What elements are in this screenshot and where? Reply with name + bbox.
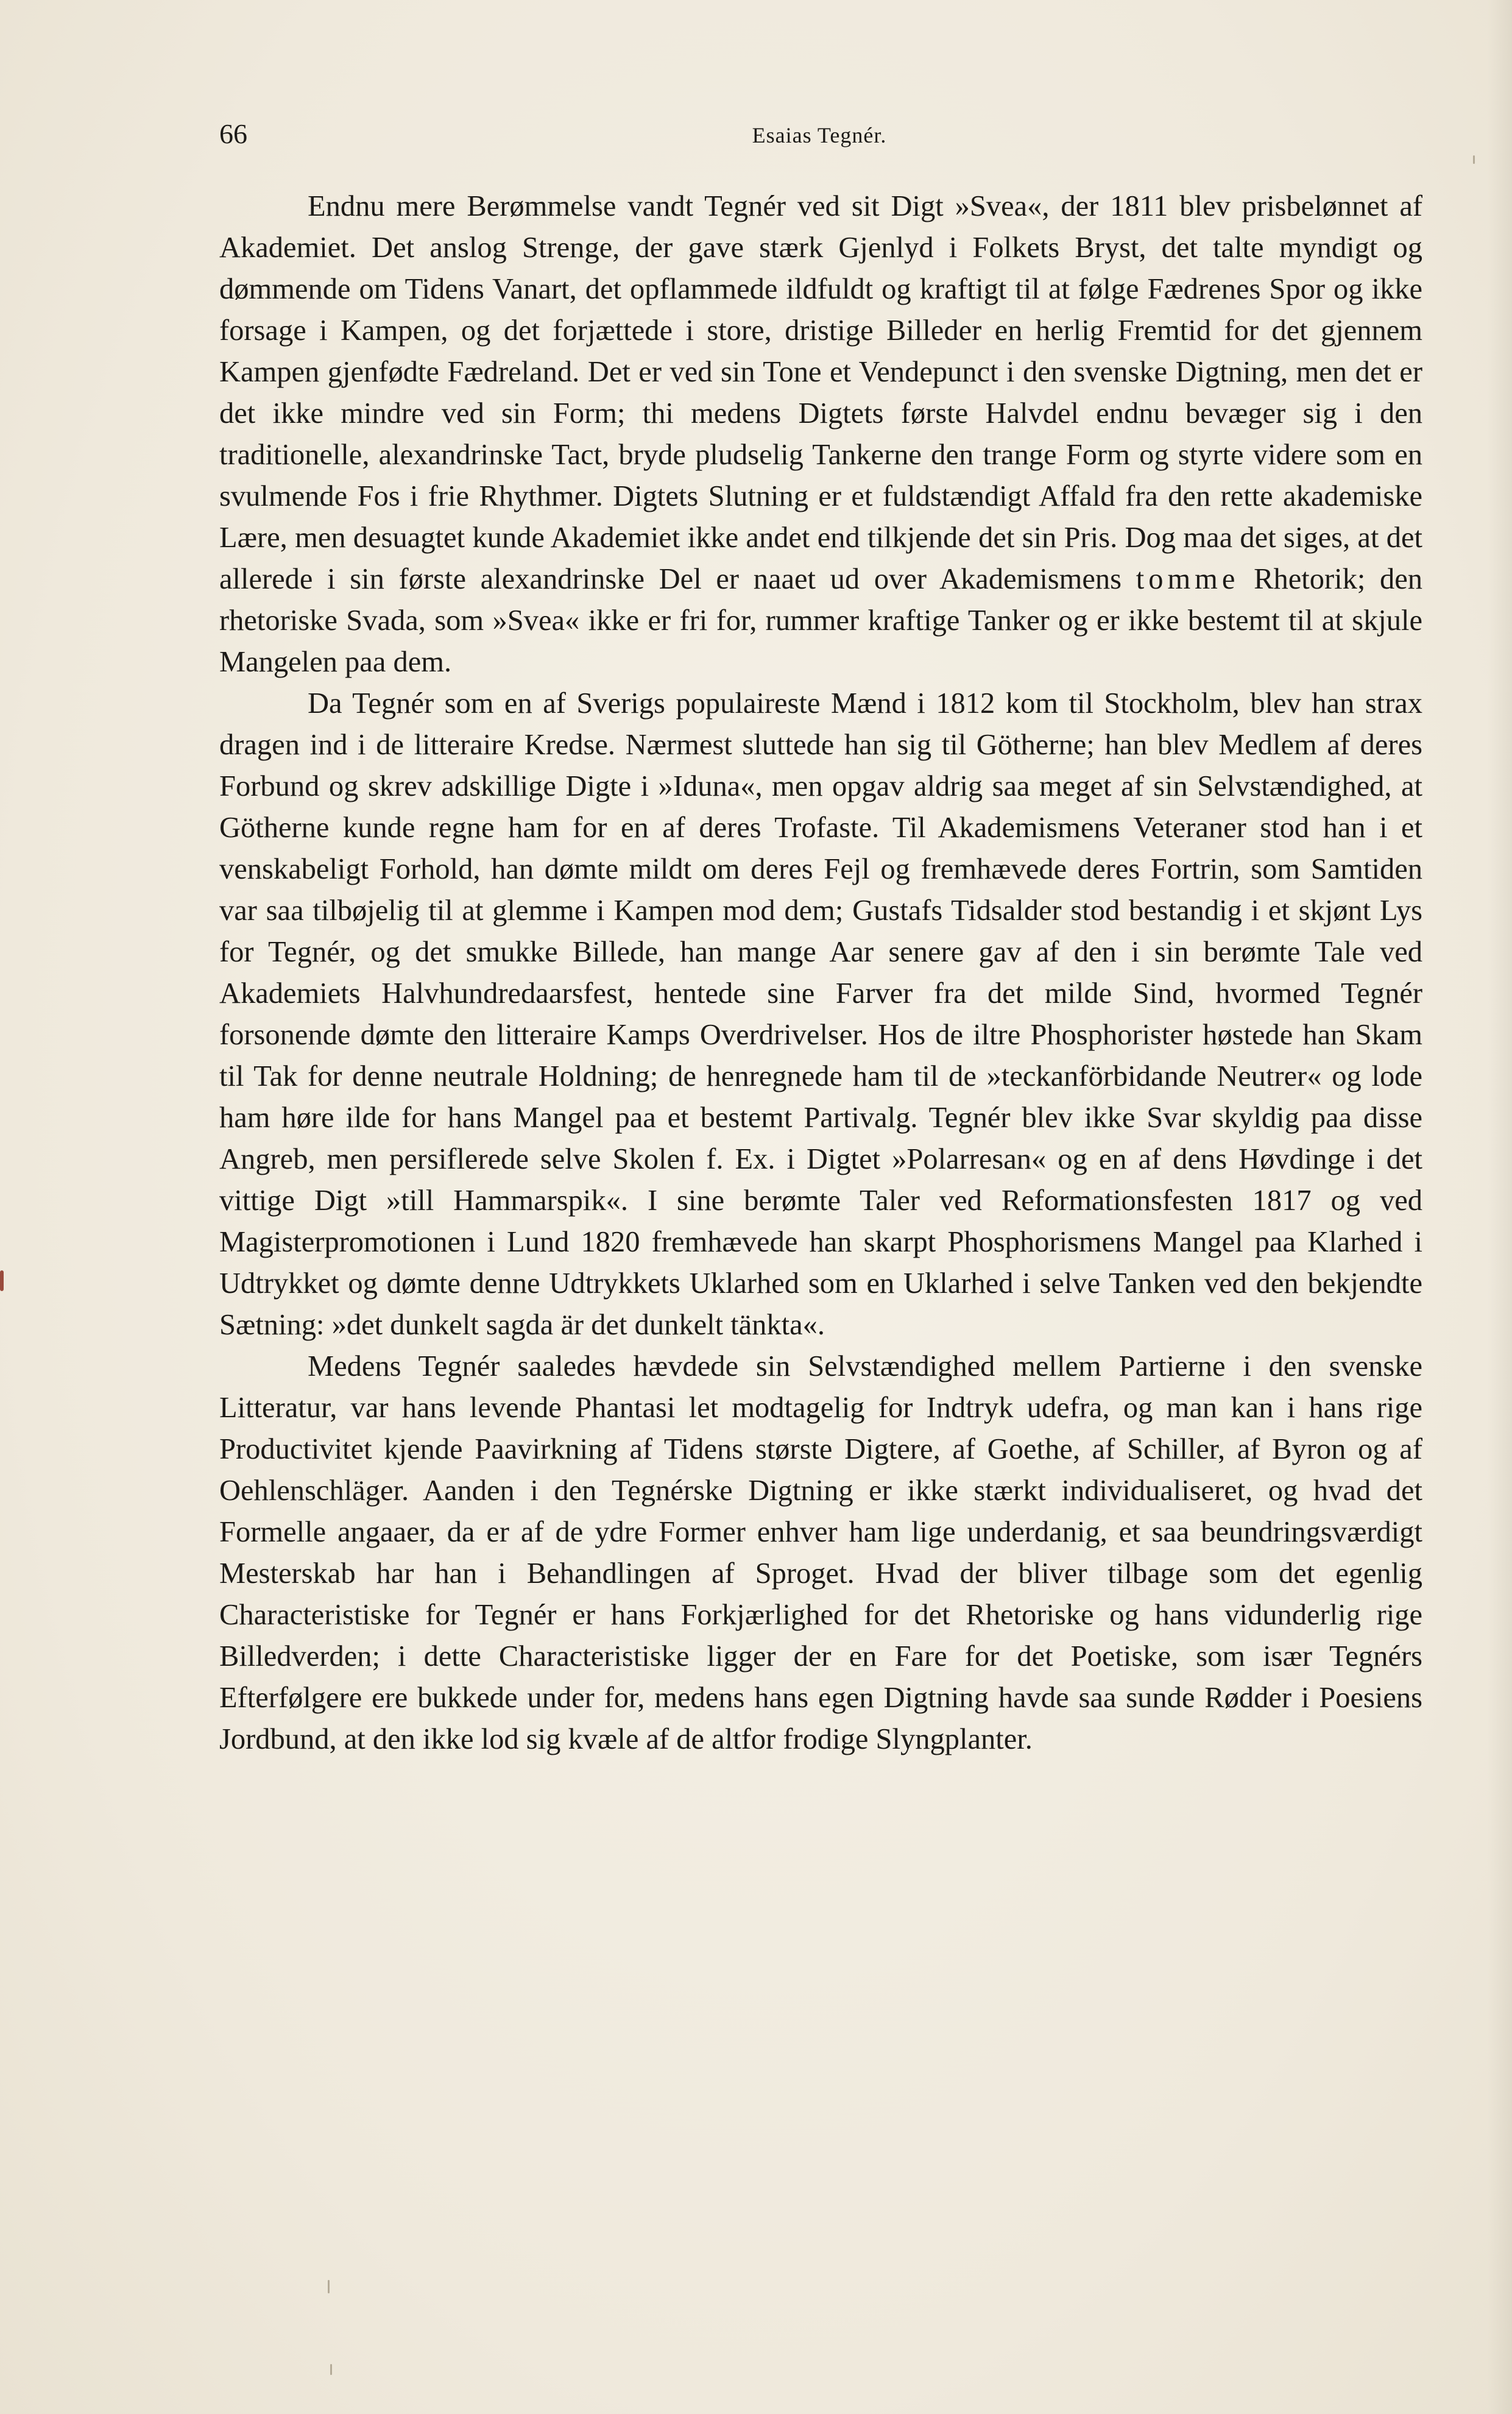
paper-speck <box>1473 155 1475 164</box>
page-header <box>219 116 1419 158</box>
paragraph-3: Medens Tegnér saaledes hævdede sin Selvstændighed mellem Partierne i den svenske Litteratur, var hans levende Phantasi let modtagelig for Indtryk udefra, og man kan i hans rige Productivitet kjende Paavirkning af Tidens største Digtere, af Goethe, af Schiller, af Byron og af Oehlenschläger. Aanden i den Tegnérske Digtning er ikke stærkt individualiseret, og hvad det Formelle angaaer, da er af de ydre Former enhver ham lige underdanig, et saa beundringsværdigt Mesterskab har han i Behandlingen af Sproget. Hvad der bliver tilbage som det egenlig Characteristiske for Tegnér er hans Forkjærlighed for det Rhetoriske og hans vidunderlig rige Billedverden; i dette Characteristiske ligger der en Fare for det Poetiske, som især Tegnérs Efterfølgere ere bukkede under for, medens hans egen Digtning havde saa sunde Rødder i Poesiens Jordbund, at den ikke lod sig kvæle af de altfor frodige Slyngplanter. <box>219 1350 1422 1755</box>
left-margin-mark <box>0 1270 4 1291</box>
body-text <box>219 186 1422 1760</box>
paper-speck <box>330 2364 332 2375</box>
paper-speck <box>328 2280 330 2293</box>
page-number: 66 <box>219 118 247 149</box>
paragraph-1-part-1: Endnu mere Berømmelse vandt Tegnér ved sit Digt »Svea«, der 1811 blev prisbelønnet af Akademiet. Det anslog Strenge, der gave stærk Gjenlyd i Folkets Bryst, det talte myndigt og dømmende om Tidens Vanart, det opflammede ildfuldt og kraftigt til at følge Fædrenes Spor og ikke forsage i Kampen, og det forjættede i store, dristige Billeder en herlig Fremtid for det gjennem Kampen gjenfødte Fædreland. Det er ved sin Tone et Vendepunct i den svenske Digtning, men det er det ikke mindre ved sin Form; thi medens Digtets første Halvdel endnu bevæger sig i den traditionelle, alexandrinske Tact, bryde pludselig Tankerne den trange Form og styrte videre som en svulmende Fos i frie Rhythmer. Digtets Slutning er et fuldstændigt Affald fra den rette akademiske Lære, men desuagtet kunde Akademiet ikke andet end tilkjende det sin Pris. Dog maa det siges, at det allerede i sin første alexandrinske Del er naaet ud over Akademismens <box>219 190 1422 595</box>
page-edge-shadow <box>1488 0 1512 2414</box>
paragraph-1 <box>219 186 1422 683</box>
emphasized-word-tomme: tomme <box>1136 563 1240 595</box>
paragraph-1-part-2: Rhetorik; den rhetoriske Svada, som »Svea« ikke er fri for, rummer kraftige Tanker og er ikke bestemt til at skjule Mangelen paa dem. <box>219 563 1422 678</box>
running-title: Esaias Tegnér. <box>752 123 887 147</box>
paragraph-2: Da Tegnér som en af Sverigs populaireste Mænd i 1812 kom til Stockholm, blev han strax dragen ind i de litteraire Kredse. Nærmest sluttede han sig til Götherne; han blev Medlem af deres Forbund og skrev adskillige Digte i »Iduna«, men opgav aldrig saa meget af sin Selvstændighed, at Götherne kunde regne ham for en af deres Trofaste. Til Akademismens Veteraner stod han i et venskabeligt Forhold, han dømte mildt om deres Fejl og fremhævede deres Fortrin, som Samtiden var saa tilbøjelig til at glemme i Kampen mod dem; Gustafs Tidsalder stod bestandig i et skjønt Lys for Tegnér, og det smukke Billede, han mange Aar senere gav af den i sin berømte Tale ved Akademiets Halvhundredaarsfest, hentede sine Farver fra det milde Sind, hvormed Tegnér forsonende dømte den litteraire Kamps Overdrivelser. Hos de iltre Phosphorister høstede han Skam til Tak for denne neutrale Holdning; de henregnede ham til de »teckanförbidande Neutrer« og lode ham høre ilde for hans Mangel paa et bestemt Partivalg. Tegnér blev ikke Svar skyldig paa disse Angreb, men persiflerede selve Skolen f. Ex. i Digtet »Polarresan« og en af dens Høvdinge i det vittige Digt »till Hammarspik«. I sine berømte Taler ved Reformationsfesten 1817 og ved Magisterpromotionen i Lund 1820 fremhævede han skarpt Phosphorismens Mangel paa Klarhed i Udtrykket og dømte denne Udtrykkets Uklarhed som en Uklarhed i selve Tanken ved den bekjendte Sætning: »det dunkelt sagda är det dunkelt tänkta«. <box>219 687 1422 1341</box>
